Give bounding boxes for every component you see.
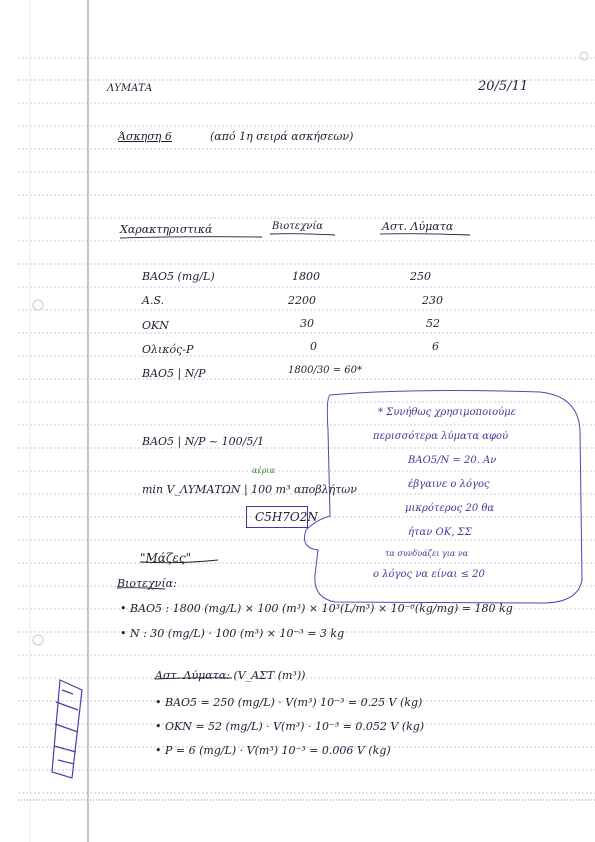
exercise-subtitle: (από 1η σειρά ασκήσεων) [210, 130, 354, 143]
table-cell: 230 [422, 294, 443, 307]
urban-label: Αστ. Λύματα: (V_ΑΣΤ (m³)) [155, 669, 306, 682]
table-cell: 30 [300, 317, 314, 330]
urban-p-eq: • P = 6 (mg/L) · V(m³) 10⁻³ = 0.006 V (kg) [155, 744, 391, 757]
table-row-label: A.S. [142, 294, 165, 307]
table-cell: 2200 [288, 294, 316, 307]
note-line: μικρότερος 20 θα [405, 503, 495, 514]
table-cell: 52 [426, 317, 440, 330]
formula-text: C5H7O2N [255, 510, 318, 524]
note-line: ήταν OK, ΣΣ [408, 527, 472, 538]
table-row-label: OKN [142, 319, 169, 332]
note-line: περισσότερα λύματα αφού [373, 431, 509, 442]
header-title: ΛΥΜΑΤΑ [107, 83, 153, 94]
min-volume-text: min V_ΛΥΜΑΤΩΝ | 100 m³ αποβλήτων [142, 483, 357, 496]
table-cell: 6 [432, 340, 439, 353]
ratio-text: BAO5 | N/P ~ 100/5/1 [142, 435, 265, 448]
industry-label: Βιοτεχνία: [117, 577, 177, 590]
masses-heading: "Μάζες" [140, 551, 192, 565]
table-header-characteristics: Χαρακτηριστικά [120, 223, 213, 236]
note-line: έβγαινε ο λόγος [408, 479, 490, 490]
note-line: BAO5/N = 20. Αν [408, 455, 497, 466]
table-cell: 0 [310, 340, 317, 353]
side-note [313, 392, 581, 602]
header-date: 20/5/11 [478, 79, 529, 94]
note-line: τα συνδυάζει για να [385, 549, 469, 558]
urban-bao5-eq: • BAO5 = 250 (mg/L) · V(m³) 10⁻³ = 0.25 V (kg) [155, 696, 423, 709]
exercise-title: Άσκηση 6 [118, 130, 172, 143]
table-row-label: BAO5 | N/P [142, 367, 206, 380]
table-cell: 250 [410, 270, 431, 283]
formula-box [246, 506, 318, 528]
table-row-label: BAO5 (mg/L) [142, 270, 215, 283]
table-header-urban: Αστ. Λύματα [382, 220, 454, 233]
table-header-industry: Βιοτεχνία [272, 221, 324, 232]
industry-bao5-eq: • BAO5 : 1800 (mg/L) × 100 (m³) × 10³(L/m³) × 10⁻⁶(kg/mg) = 180 kg [120, 602, 513, 615]
table-row-label: Ολικός-P [142, 343, 194, 356]
urban-okn-eq: • OKN = 52 (mg/L) · V(m³) · 10⁻³ = 0.052 V (kg) [155, 720, 425, 733]
table-cell: 1800 [292, 270, 320, 283]
annotation-green: αέρια [252, 466, 275, 475]
note-line: ο λόγος να είναι ≤ 20 [373, 569, 485, 580]
note-line: * Συνήθως χρησιμοποιούμε [378, 407, 517, 418]
industry-n-eq: • N : 30 (mg/L) · 100 (m³) × 10⁻³ = 3 kg [120, 627, 345, 640]
table-cell: 1800/30 = 60* [288, 365, 363, 376]
